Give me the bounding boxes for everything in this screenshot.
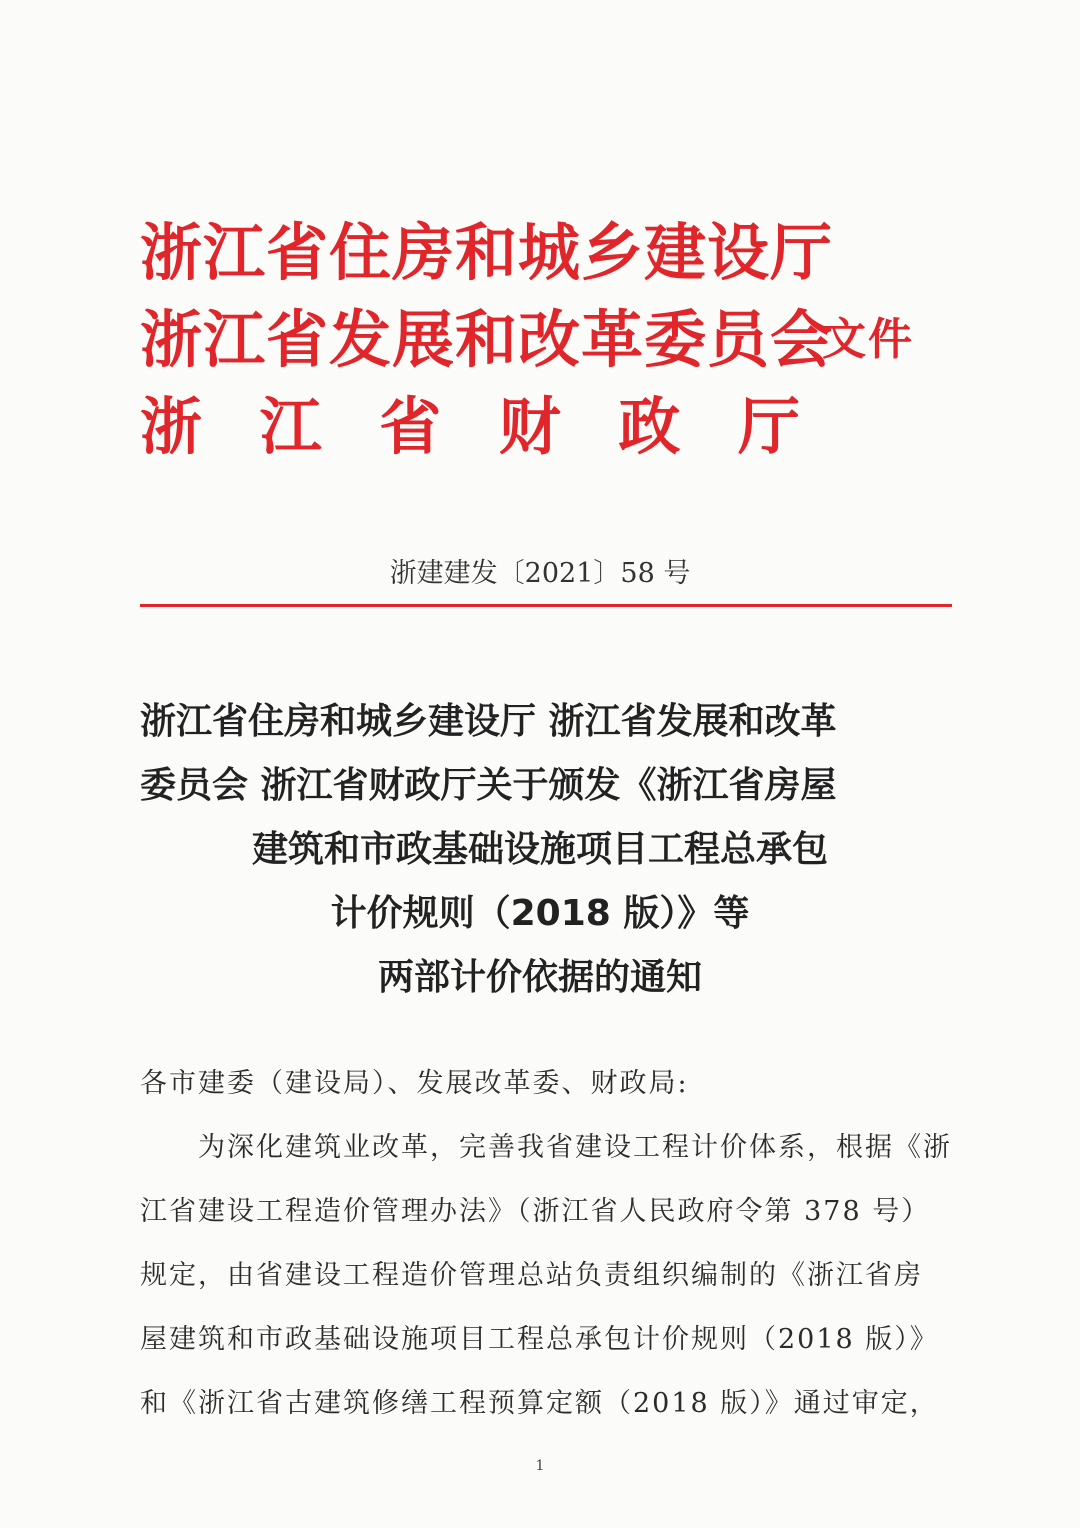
salutation: 各市建委（建设局）、发展改革委、财政局: bbox=[140, 1068, 689, 1099]
org3-char: 省 bbox=[379, 390, 442, 463]
body-line: 规定，由省建设工程造价管理总站负责组织编制的《浙江省房 bbox=[140, 1260, 923, 1291]
body-line: 为深化建筑业改革，完善我省建设工程计价体系，根据《浙 bbox=[140, 1132, 952, 1163]
body-line: 和《浙江省古建筑修缮工程预算定额（2018 版）》通过审定， bbox=[140, 1388, 939, 1419]
org3-char: 江 bbox=[259, 390, 322, 463]
document-number: 浙建建发〔2021〕58 号 bbox=[389, 558, 691, 589]
org3-char: 政 bbox=[618, 390, 681, 463]
body-line: 屋建筑和市政基础设施项目工程总承包计价规则（2018 版）》 bbox=[140, 1324, 939, 1355]
body-line: 江省建设工程造价管理办法》（浙江省人民政府令第 378 号） bbox=[140, 1196, 931, 1227]
title-line: 浙江省住房和城乡建设厅 浙江省发展和改革 bbox=[140, 701, 837, 742]
issuing-org-1: 浙江省住房和城乡建设厅 bbox=[140, 216, 834, 289]
document-type-label: 文件 bbox=[822, 314, 914, 365]
org3-char: 厅 bbox=[737, 390, 800, 463]
issuing-org-2: 浙江省发展和改革委员会 bbox=[140, 303, 834, 376]
title-line: 建筑和市政基础设施项目工程总承包 bbox=[251, 829, 828, 870]
document-body bbox=[140, 1052, 952, 1436]
red-divider-line bbox=[140, 604, 952, 607]
page-number: 1 bbox=[535, 1458, 545, 1474]
org3-char: 财 bbox=[498, 390, 561, 463]
issuing-org-3 bbox=[140, 392, 800, 462]
org3-char: 浙 bbox=[140, 390, 203, 463]
title-line: 两部计价依据的通知 bbox=[377, 957, 702, 998]
notice-title bbox=[140, 690, 940, 1010]
title-line: 委员会 浙江省财政厅关于颁发《浙江省房屋 bbox=[140, 765, 837, 806]
title-line: 计价规则（2018 版）》等 bbox=[330, 893, 750, 934]
